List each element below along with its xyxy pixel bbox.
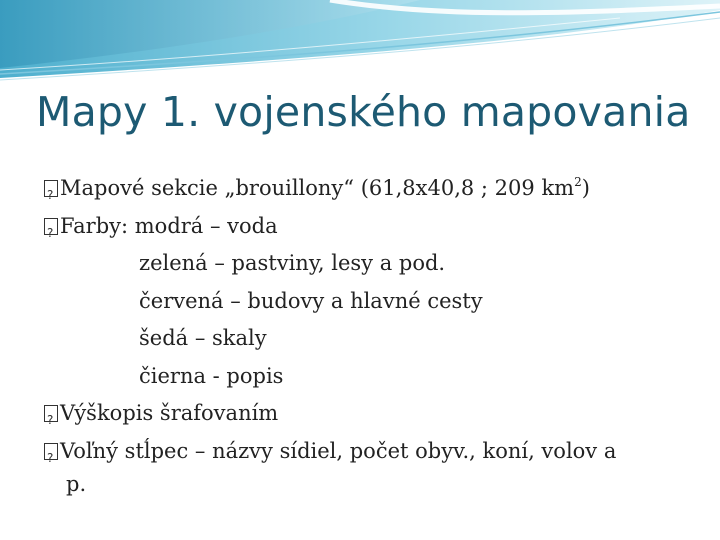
- missing-glyph-bullet-icon: [44, 443, 58, 460]
- missing-glyph-bullet-icon: [44, 405, 58, 422]
- bullet-text-end: ): [581, 176, 590, 200]
- bullet-text: Výškopis šrafovaním: [60, 401, 279, 425]
- slide-title: Mapy 1. vojenského mapovania: [36, 88, 691, 136]
- header-wave-decoration: [0, 0, 720, 90]
- color-item-grey: šedá – skaly: [139, 326, 267, 350]
- bullet-text: Farby: modrá – voda: [60, 213, 278, 238]
- bullet-text: Voľný stĺpec – názvy sídiel, počet obyv., koní, volov a: [60, 438, 617, 463]
- bullet-text: Mapové sekcie „brouillony“ (61,8x40,8 ; 209 km: [60, 176, 575, 200]
- bullet-item-sections: [44, 170, 684, 208]
- superscript: 2: [574, 175, 582, 189]
- bullet-list: [44, 170, 684, 498]
- color-item-black: čierna - popis: [139, 363, 284, 388]
- bullet-item-free-column: [44, 433, 684, 471]
- color-item-green: zelená – pastviny, lesy a pod.: [139, 251, 446, 275]
- bullet-item-colors: [44, 208, 684, 246]
- bullet-continuation: p.: [66, 472, 87, 496]
- color-item-red: červená – budovy a hlavné cesty: [139, 288, 483, 313]
- missing-glyph-bullet-icon: [44, 180, 58, 197]
- bullet-item-relief: [44, 395, 684, 433]
- missing-glyph-bullet-icon: [44, 218, 58, 235]
